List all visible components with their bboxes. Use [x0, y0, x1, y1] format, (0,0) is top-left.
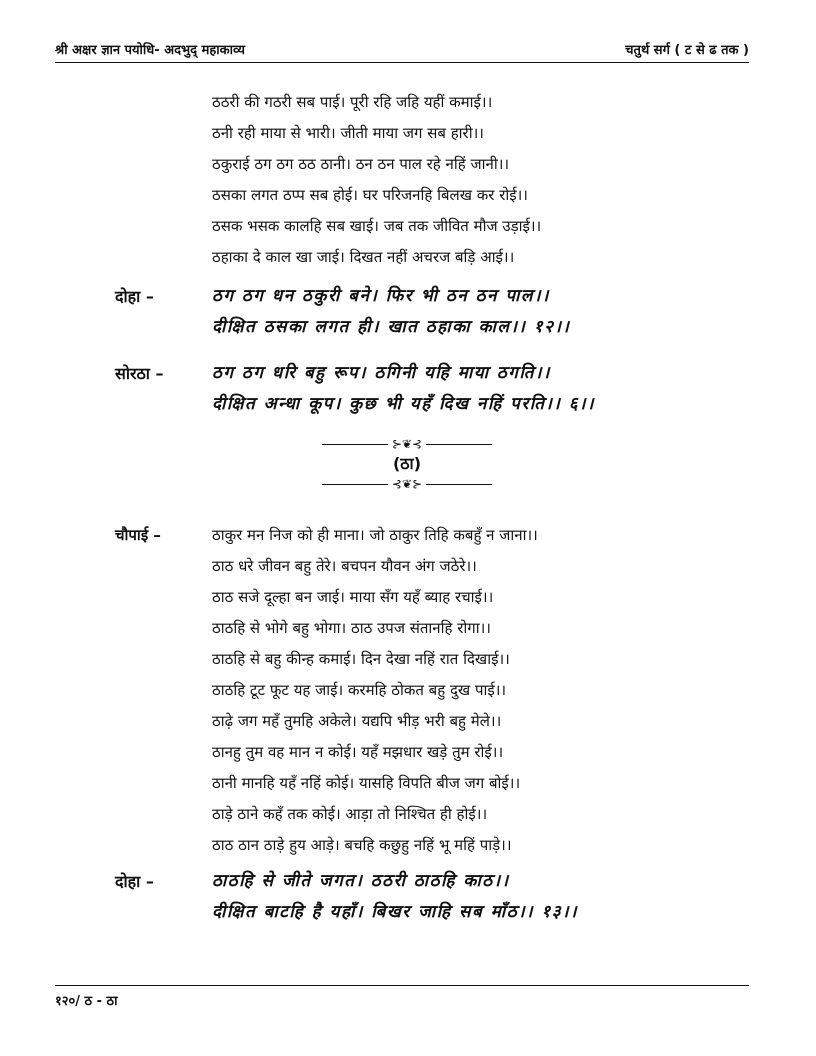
sortha-block	[212, 358, 595, 420]
verse-line: ठाकुर मन निज को ही माना। जो ठाकुर तिहि कबहुँ न जाना।।	[212, 526, 538, 544]
verse-line: ठहाका दे काल खा जाई। दिखत नहीं अचरज बड़ि आई।।	[212, 248, 515, 266]
chaupai-label: चौपाई –	[115, 526, 161, 544]
verse-line: ठाढ़े जग महँ तुमहि अकेले। यद्यपि भीड़ भरी बहु मेले।।	[212, 712, 502, 730]
verse-line: ठानहु तुम वह मान न कोई। यहँ मझधार खड़े तुम रोई।।	[212, 743, 504, 761]
verse-line: ठनी रही माया से भारी। जीती माया जग सब हारी।।	[212, 124, 484, 142]
page-number: १२०/ ठ - ठा	[55, 994, 118, 1009]
footer-rule	[55, 985, 749, 986]
verse-line: ठसका लगत ठप्प सब होई। घर परिजनहि बिलख कर रोई।।	[212, 186, 528, 204]
ornament-rule	[426, 484, 492, 485]
ornament-top	[322, 437, 492, 451]
verse-line: ठानी मानहि यहँ नहिं कोई। यासहि विपति बीज जग बोई।।	[212, 774, 521, 792]
doha-line: दीक्षित ठसका लगत ही। खात ठहाका काल।। १२।।	[212, 317, 571, 337]
flourish-icon: ⊰❦⊱	[391, 477, 423, 491]
verse-line: ठठरी की गठरी सब पाई। पूरी रहि जहि यहीं कमाई।।	[212, 93, 493, 111]
header-rule	[55, 62, 749, 63]
sortha-label: सोरठा –	[115, 364, 164, 383]
verse-line: ठाठहि से भोगे बहु भोगा। ठाठ उपज संतानहि रोगा।।	[212, 619, 491, 637]
doha-line: ठाठहि से जीते जगत। ठठरी ठाठहि काठ।।	[212, 871, 510, 891]
doha-block	[212, 281, 570, 343]
ornament-rule	[426, 444, 492, 445]
section-heading: (ठा)	[392, 454, 422, 473]
doha-line: ठग ठग धन ठकुरी बने। फिर भी ठन ठन पाल।।	[212, 286, 550, 306]
verse-line: ठाठहि से बहु कीन्ह कमाई। दिन देखा नहिं रात दिखाई।।	[212, 650, 510, 668]
verse-line: ठाठ धरे जीवन बहु तेरे। बचपन यौवन अंग जठेरे।।	[212, 557, 477, 575]
ornament-bottom	[322, 477, 492, 491]
running-header	[55, 40, 749, 58]
doha-line: दीक्षित बाटहि है यहाँ। बिखर जाहि सब माँठ।। १३।।	[212, 902, 578, 922]
verse-line: ठकुराई ठग ठग ठठ ठानी। ठन ठन पाल रहे नहिं जानी।।	[212, 155, 510, 173]
verse-line: ठाड़े ठाने कहँ तक कोई। आड़ा तो निश्चित ही होई।।	[212, 805, 488, 823]
verse-line: ठसक भसक कालहि सब खाई। जब तक जीवित मौज उड़ाई।।	[212, 217, 542, 235]
chapter-title: चतुर्थ सर्ग ( ट से ढ तक )	[625, 43, 749, 58]
sortha-line: ठग ठग धरि बहु रूप। ठगिनी यहि माया ठगति।।	[212, 363, 551, 383]
sortha-line: दीक्षित अन्धा कूप। कुछ भी यहँ दिख नहिं परति।। ६।।	[212, 394, 595, 414]
ornament-rule	[322, 484, 388, 485]
doha-label: दोहा –	[115, 872, 154, 891]
doha-block	[212, 866, 578, 928]
verse-line: ठाठहि टूट फूट यह जाई। करमहि ठोकत बहु दुख पाई।।	[212, 681, 507, 699]
chaupai-block	[212, 520, 538, 861]
doha-label: दोहा –	[115, 287, 154, 306]
book-title: श्री अक्षर ज्ञान पयोधि- अदभुद् महाकाव्य	[55, 43, 245, 58]
flourish-icon: ⊱❦⊰	[391, 437, 423, 451]
section-divider	[322, 437, 492, 491]
verse-line: ठाठ सजे दूल्हा बन जाई। माया सँग यहँ ब्याह रचाई।।	[212, 588, 494, 606]
verse-block-continuation	[212, 87, 541, 273]
ornament-rule	[322, 444, 388, 445]
verse-line: ठाठ ठान ठाड़े हुय आड़े। बचहि कछुहु नहिं भू महिं पाड़े।।	[212, 836, 512, 854]
